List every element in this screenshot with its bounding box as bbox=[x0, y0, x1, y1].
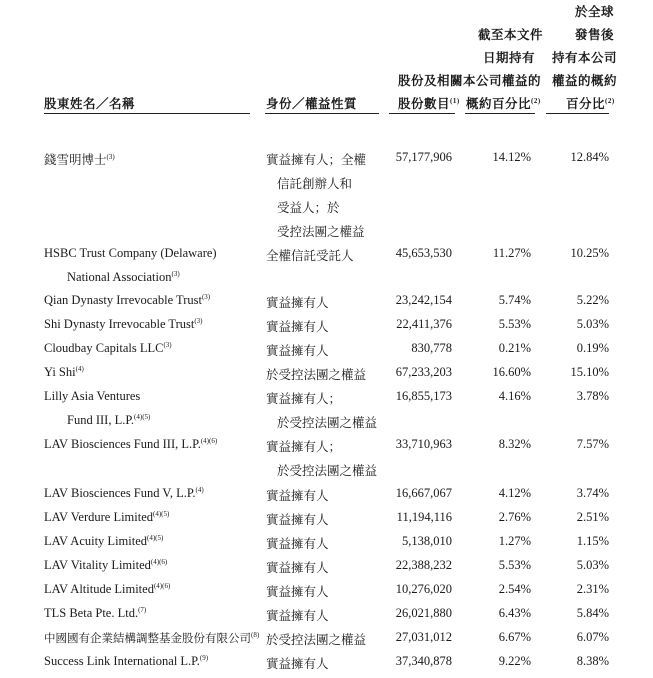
share-count: 27,031,012 bbox=[395, 630, 452, 644]
shareholder-name: Success Link International L.P.$^{(9)}$ bbox=[44, 653, 209, 668]
pct-current: 11.27% bbox=[492, 246, 531, 260]
capacity-line: 實益擁有人 bbox=[266, 489, 329, 503]
share-count: 67,233,203 bbox=[395, 365, 452, 379]
header-capacity: 身份／權益性質 bbox=[266, 97, 358, 111]
pct-after-offering: 6.07% bbox=[576, 630, 609, 644]
capacity-line: 於受控法團之權益 bbox=[277, 416, 378, 430]
header-rule-name bbox=[44, 113, 250, 114]
header-pct-now-line1: 截至本文件 bbox=[478, 28, 544, 42]
share-count: 10,276,020 bbox=[395, 582, 452, 596]
shareholder-name: Qian Dynasty Irrevocable Trust$^{(3)}$ bbox=[44, 292, 211, 307]
pct-after-offering: 2.31% bbox=[576, 582, 609, 596]
header-pct-after-line3: 持有本公司 bbox=[552, 51, 618, 65]
pct-after-offering: 8.38% bbox=[576, 654, 609, 668]
pct-after-offering: 5.03% bbox=[576, 558, 609, 572]
pct-after-offering: 5.22% bbox=[576, 293, 609, 307]
pct-current: 2.54% bbox=[498, 582, 531, 596]
shareholder-name: Shi Dynasty Irrevocable Trust$^{(3)}$ bbox=[44, 316, 203, 331]
capacity-line: 於受控法團之權益 bbox=[277, 464, 378, 478]
share-count: 5,138,010 bbox=[402, 534, 452, 548]
pct-after-offering: 0.19% bbox=[576, 341, 609, 355]
shareholder-name: 中國國有企業結構調整基金股份有限公司$^{(8)}$ bbox=[44, 631, 260, 645]
share-count: 33,710,963 bbox=[395, 437, 452, 451]
share-count: 45,653,530 bbox=[395, 246, 452, 260]
header-rule-pct-now bbox=[465, 113, 535, 114]
pct-current: 9.22% bbox=[498, 654, 531, 668]
capacity-line: 受控法團之權益 bbox=[277, 225, 365, 239]
pct-current: 4.12% bbox=[498, 486, 531, 500]
header-pct-now-line3: 本公司權益的 bbox=[463, 74, 542, 88]
pct-current: 6.67% bbox=[498, 630, 531, 644]
shareholder-name-cont: Fund III, L.P.$^{(4)(5)}$ bbox=[67, 412, 151, 427]
capacity-line: 實益擁有人； bbox=[266, 392, 342, 406]
capacity-line: 實益擁有人 bbox=[266, 320, 329, 334]
header-pct-after-line4: 權益的概約 bbox=[552, 74, 618, 88]
shareholder-name: LAV Biosciences Fund V, L.P.$^{(4)}$ bbox=[44, 485, 204, 500]
capacity-line: 實益擁有人 bbox=[266, 585, 329, 599]
share-count: 830,778 bbox=[411, 341, 452, 355]
header-pct-after-line1: 於全球 bbox=[575, 5, 615, 19]
pct-after-offering: 3.78% bbox=[576, 389, 609, 403]
pct-after-offering: 15.10% bbox=[570, 365, 609, 379]
pct-current: 4.16% bbox=[498, 389, 531, 403]
share-count: 57,177,906 bbox=[395, 150, 452, 164]
header-rule-shares bbox=[389, 113, 455, 114]
pct-after-offering: 7.57% bbox=[576, 437, 609, 451]
header-pct-after-line2: 發售後 bbox=[575, 28, 615, 42]
capacity-line: 實益擁有人 bbox=[266, 513, 329, 527]
header-shares-line1: 股份及相關 bbox=[398, 74, 464, 88]
share-count: 22,411,376 bbox=[396, 317, 452, 331]
shareholder-name: LAV Altitude Limited$^{(4)(6)}$ bbox=[44, 581, 171, 596]
share-count: 16,855,173 bbox=[395, 389, 452, 403]
pct-after-offering: 1.15% bbox=[576, 534, 609, 548]
shareholder-name: LAV Biosciences Fund III, L.P.$^{(4)(6)}$ bbox=[44, 436, 218, 451]
header-pct-now-line2: 日期持有 bbox=[483, 51, 536, 65]
capacity-line: 信託創辦人和 bbox=[277, 177, 353, 191]
pct-current: 16.60% bbox=[492, 365, 531, 379]
pct-current: 14.12% bbox=[492, 150, 531, 164]
share-count: 16,667,067 bbox=[395, 486, 452, 500]
pct-current: 5.53% bbox=[498, 558, 531, 572]
shareholder-name: LAV Verdure Limited$^{(4)(5)}$ bbox=[44, 509, 170, 524]
pct-current: 0.21% bbox=[498, 341, 531, 355]
capacity-line: 實益擁有人；全權 bbox=[266, 153, 367, 167]
capacity-line: 受益人；於 bbox=[277, 201, 340, 215]
shareholder-name: Cloudbay Capitals LLC$^{(3)}$ bbox=[44, 340, 172, 355]
header-pct-after-line5: 百分比$^{(2)}$ bbox=[566, 96, 615, 111]
shareholder-name: HSBC Trust Company (Delaware) bbox=[44, 246, 217, 260]
capacity-line: 實益擁有人 bbox=[266, 657, 329, 671]
share-count: 37,340,878 bbox=[395, 654, 452, 668]
shareholder-name-cont: National Association$^{(3)}$ bbox=[67, 269, 180, 284]
capacity-line: 實益擁有人； bbox=[266, 440, 342, 454]
capacity-line: 實益擁有人 bbox=[266, 296, 329, 310]
capacity-line: 全權信託受託人 bbox=[266, 249, 354, 263]
shareholder-name: LAV Acuity Limited$^{(4)(5)}$ bbox=[44, 533, 164, 548]
capacity-line: 於受控法團之權益 bbox=[266, 633, 367, 647]
shareholder-name: Lilly Asia Ventures bbox=[44, 389, 141, 403]
shareholder-name: LAV Vitality Limited$^{(4)(6)}$ bbox=[44, 557, 168, 572]
share-count: 23,242,154 bbox=[395, 293, 452, 307]
capacity-line: 實益擁有人 bbox=[266, 609, 329, 623]
capacity-line: 實益擁有人 bbox=[266, 537, 329, 551]
pct-current: 1.27% bbox=[498, 534, 531, 548]
capacity-line: 實益擁有人 bbox=[266, 344, 329, 358]
header-pct-now-line4: 概約百分比$^{(2)}$ bbox=[466, 96, 541, 111]
share-count: 26,021,880 bbox=[395, 606, 452, 620]
header-rule-capacity bbox=[265, 113, 379, 114]
capacity-line: 實益擁有人 bbox=[266, 561, 329, 575]
pct-after-offering: 10.25% bbox=[570, 246, 609, 260]
shareholder-name: 錢雪明博士$^{(3)}$ bbox=[44, 152, 115, 167]
pct-current: 6.43% bbox=[498, 606, 531, 620]
capacity-line: 於受控法團之權益 bbox=[266, 368, 367, 382]
share-count: 22,388,232 bbox=[395, 558, 452, 572]
pct-after-offering: 5.84% bbox=[576, 606, 609, 620]
pct-current: 5.74% bbox=[498, 293, 531, 307]
pct-current: 2.76% bbox=[498, 510, 531, 524]
pct-after-offering: 3.74% bbox=[576, 486, 609, 500]
header-shares-line2: 股份數目$^{(1)}$ bbox=[398, 96, 460, 111]
shareholder-name: TLS Beta Pte. Ltd.$^{(7)}$ bbox=[44, 605, 147, 620]
pct-after-offering: 2.51% bbox=[576, 510, 609, 524]
pct-current: 8.32% bbox=[498, 437, 531, 451]
header-shareholder-name: 股東姓名／名稱 bbox=[44, 97, 136, 111]
share-count: 11,194,116 bbox=[396, 510, 452, 524]
header-rule-pct-after bbox=[546, 113, 609, 114]
pct-after-offering: 5.03% bbox=[576, 317, 609, 331]
pct-current: 5.53% bbox=[498, 317, 531, 331]
shareholder-name: Yi Shi$^{(4)}$ bbox=[44, 364, 84, 379]
pct-after-offering: 12.84% bbox=[570, 150, 609, 164]
